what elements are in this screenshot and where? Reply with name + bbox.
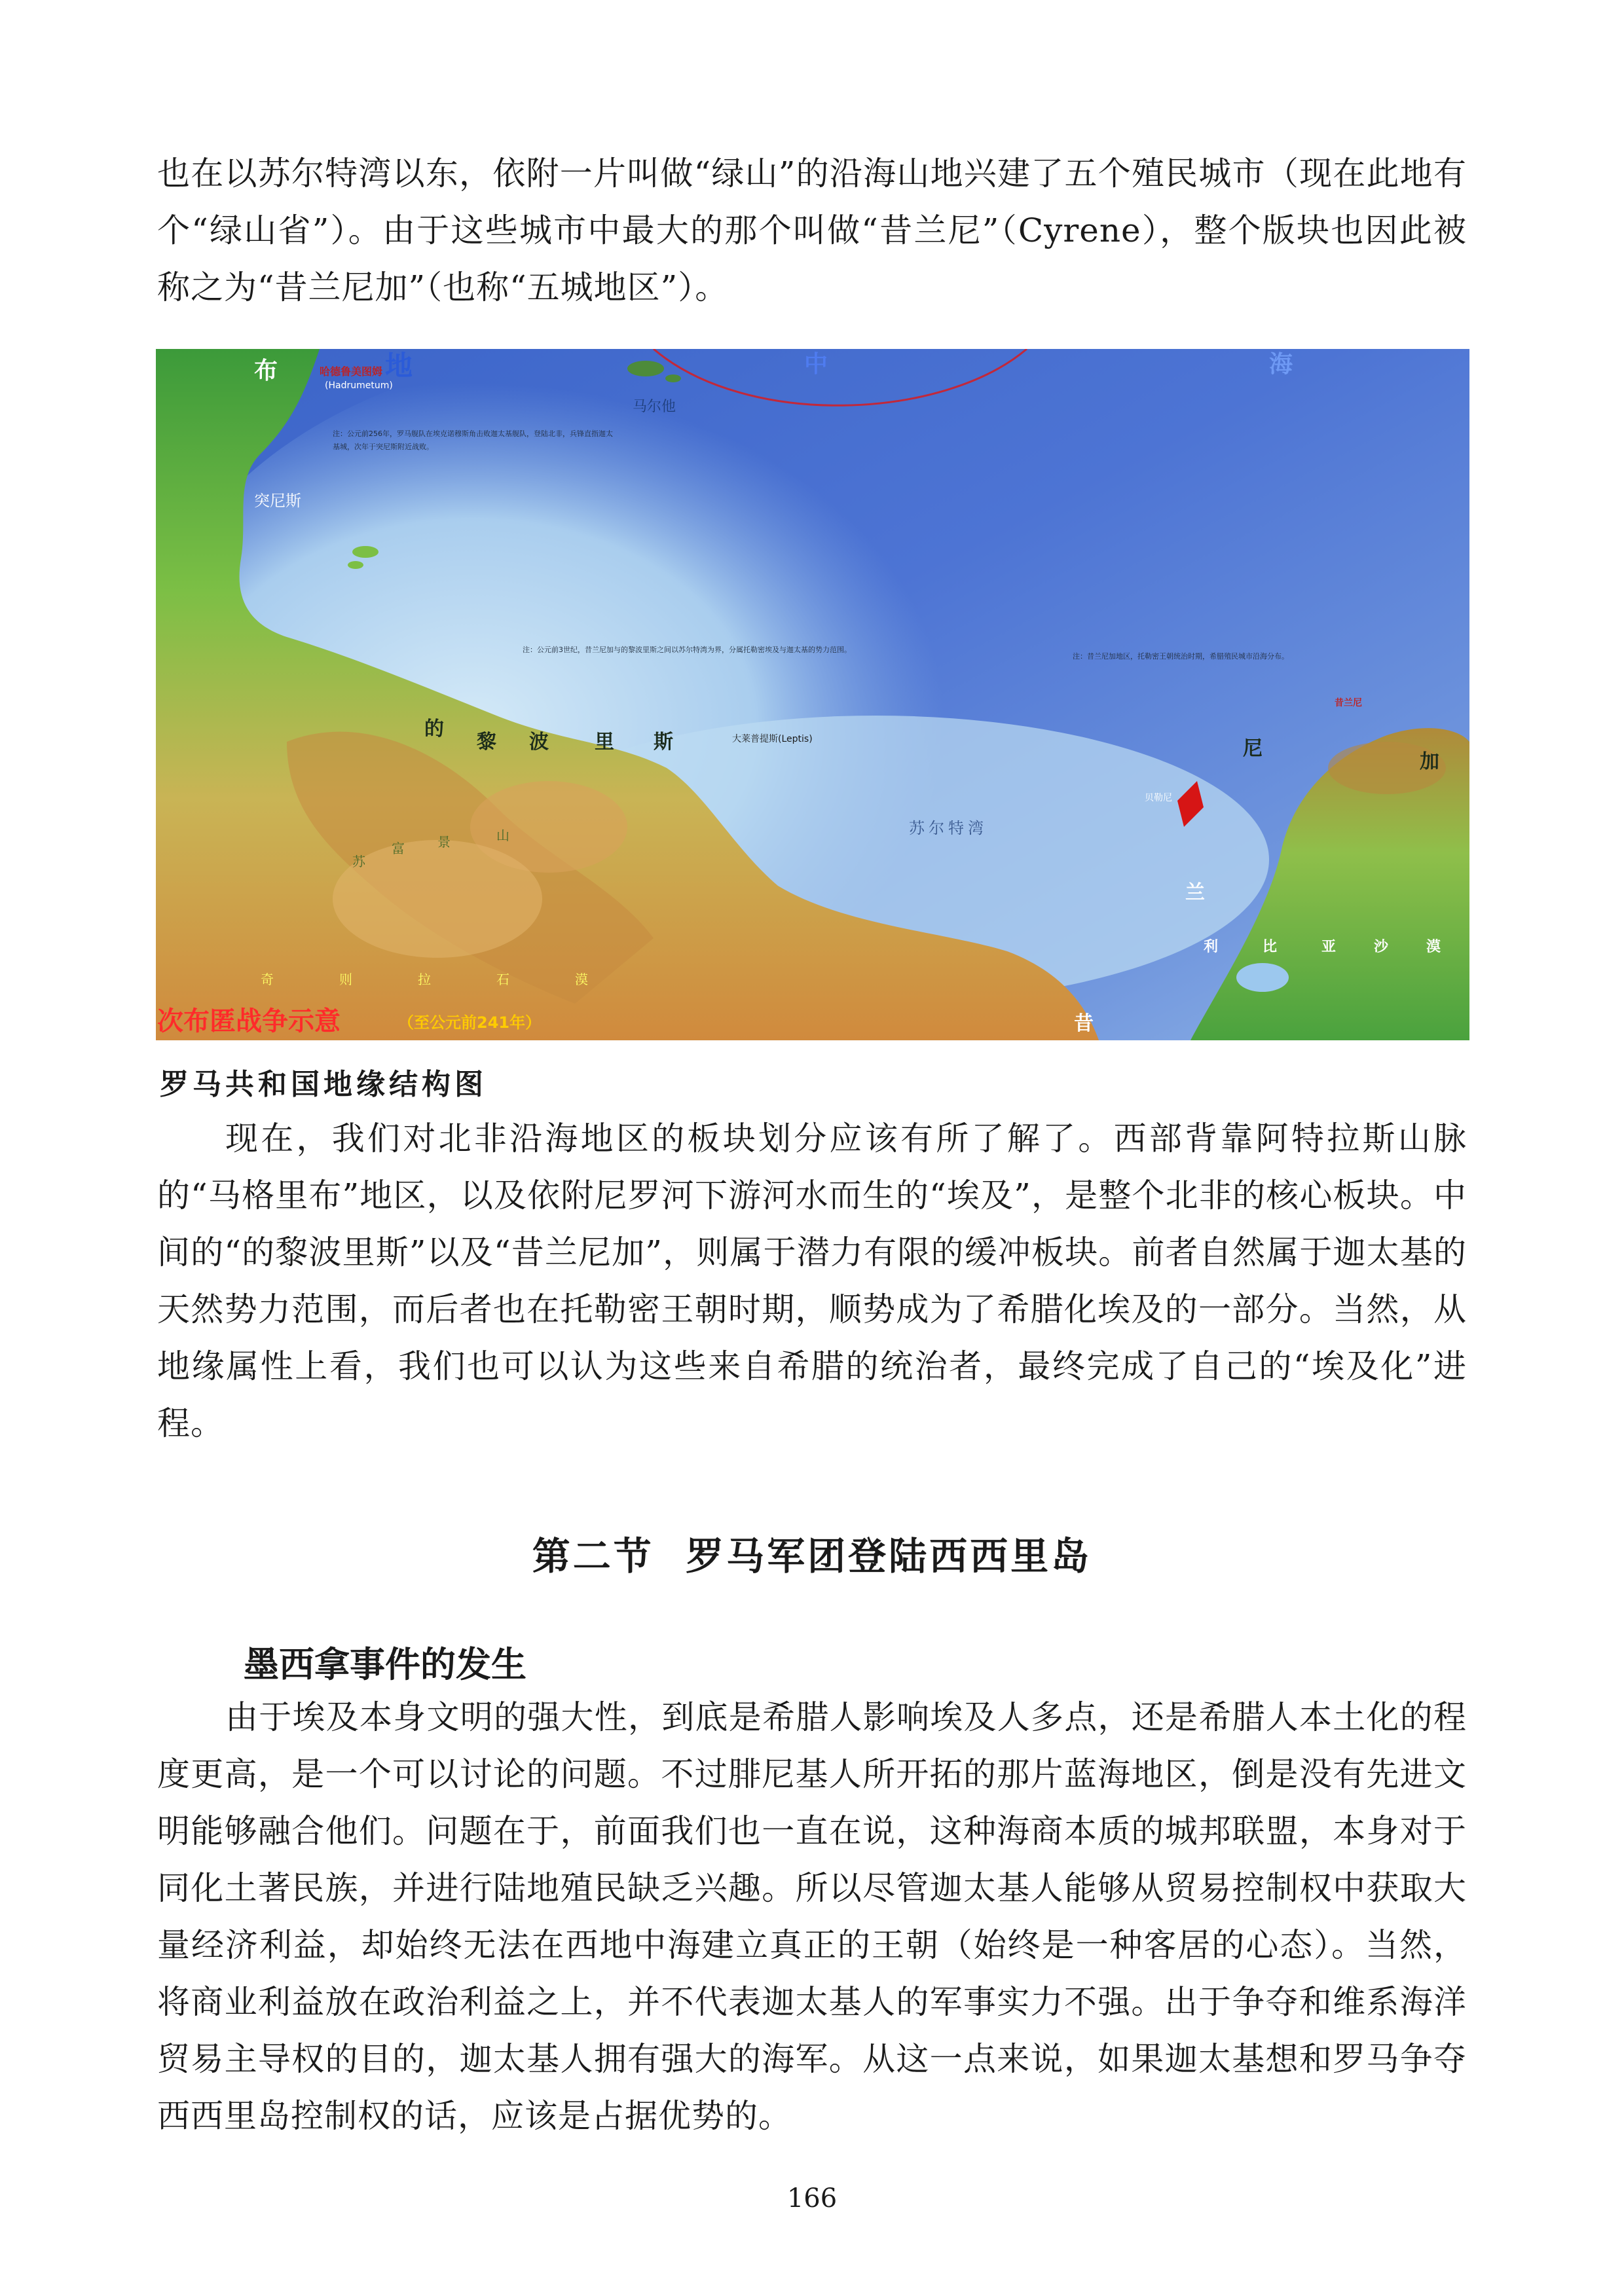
label-di: 地 (385, 350, 413, 382)
label-libya-desert-4: 沙 (1374, 939, 1389, 955)
page-number: 166 (786, 2183, 838, 2214)
body-paragraph-2: 由于埃及本身文明的强大性，到底是希腊人影响埃及人多点，还是希腊人本土化的程度更高，是一个可以讨论的问题。不过腓尼基人所开拓的那片蓝海地区，倒是没有先进文明能够融合他们。问题在于，前面我们也一直在说，这种海商本质的城邦联盟，本身对于同化土著民族，并进行陆地殖民缺乏兴趣。所以尽管迦太基人能够从贸易控制权中获取大量经济利益，却始终无法在西地中海建立真正的王朝（始终是一种客居的心态）。当然，将商业利益放在政治利益之上，并不代表迦太基人的军事实力不强。出于争夺和维系海洋贸易主导权的目的，迦太基人拥有强大的海军。从这一点来说，如果迦太基想和罗马争夺西西里岛控制权的话，应该是占据优势的。 (157, 1698, 1467, 2135)
label-malta: 马尔他 (633, 399, 676, 415)
label-xi: 昔 (1074, 1012, 1094, 1035)
figure-caption: 罗马共和国地缘结构图 (160, 1068, 487, 1101)
label-cyrene-city: 昔兰尼 (1335, 698, 1362, 708)
map-title-date: （至公元前241年） (398, 1013, 542, 1032)
label-hadrumetum-latin: (Hadrumetum) (325, 380, 393, 391)
label-tripolis-1: 的 (424, 718, 444, 740)
subheading: 墨西拿事件的发生 (244, 1644, 526, 1685)
section-heading: 第二节 罗马军团登陆西西里岛 (532, 1534, 1092, 1578)
label-libya-desert-5: 漠 (1426, 939, 1441, 955)
label-bu: 布 (254, 357, 278, 384)
label-tripolis-5: 斯 (654, 731, 673, 754)
label-sahara-2: 则 (339, 972, 352, 987)
intro-paragraph: 也在以苏尔特湾以东，依附一片叫做“绿山”的沿海山地兴建了五个殖民城市（现在此地有个“绿山省”）。由于这些城市中最大的那个叫做“昔兰尼”（Cyrene），整个版块也因此被称之为“昔兰尼加”（也称“五城地区”）。 (157, 155, 1467, 306)
label-cyrenaica-1: 尼 (1243, 737, 1263, 760)
map-note-3: 注：昔兰尼加地区，托勒密王朝统治时期，希腊殖民城市沿海分布。 (1073, 652, 1289, 661)
label-hai: 海 (1269, 351, 1293, 378)
label-sahara-1: 奇 (261, 972, 274, 987)
map-note-1: 注：公元前256年，罗马舰队在埃克诺穆斯角击败迦太基舰队，登陆北非，兵锋直指迦太基城，次年于突尼斯附近战败。 (333, 429, 613, 451)
label-mountains-3: 景 (437, 834, 451, 850)
label-libya-desert-3: 亚 (1321, 939, 1337, 955)
body-paragraph-1: 现在，我们对北非沿海地区的板块划分应该有所了解了。西部背靠阿特拉斯山脉的“马格里布”地区，以及依附尼罗河下游河水而生的“埃及”，是整个北非的核心板块。中间的“的黎波里斯”以及“昔兰尼加”，则属于潜力有限的缓冲板块。前者自然属于迦太基的天然势力范围，而后者也在托勒密王朝时期，顺势成为了希腊化埃及的一部分。当然，从地缘属性上看，我们也可以认为这些来自希腊的统治者，最终完成了自己的“埃及化”进程。 (157, 1120, 1467, 1442)
label-berenice: 贝勒尼 (1145, 793, 1172, 803)
label-sahara-5: 漠 (575, 972, 588, 987)
label-hadrumetum: 哈德鲁美图姆 (320, 365, 383, 378)
label-lan: 兰 (1185, 881, 1205, 904)
label-tunisia: 突尼斯 (254, 492, 301, 510)
label-sahara-3: 拉 (418, 972, 431, 987)
map-figure (156, 349, 1469, 1040)
label-tripolis-3: 波 (529, 731, 549, 754)
label-tripolis-2: 黎 (477, 731, 496, 754)
label-sirte-gulf: 苏尔特湾 (909, 819, 987, 837)
label-libya-desert-2: 比 (1263, 939, 1278, 955)
map-title: 次布匿战争示意 (157, 1006, 341, 1036)
label-mountains-2: 富 (392, 841, 405, 856)
label-tripolis-4: 里 (595, 731, 614, 754)
label-libya-desert-1: 利 (1204, 939, 1219, 955)
label-sahara-4: 石 (496, 972, 509, 987)
label-zhong: 中 (804, 351, 828, 378)
label-leptis: 大莱普提斯(Leptis) (732, 734, 813, 744)
label-mountains-1: 苏 (352, 854, 365, 869)
map-note-2: 注：公元前3世纪，昔兰尼加与的黎波里斯之间以苏尔特湾为界，分属托勒密埃及与迦太基的势力范围。 (523, 646, 851, 654)
map-image (156, 349, 1469, 1040)
label-cyrenaica-2: 加 (1420, 750, 1439, 773)
label-mountains-4: 山 (496, 828, 509, 843)
